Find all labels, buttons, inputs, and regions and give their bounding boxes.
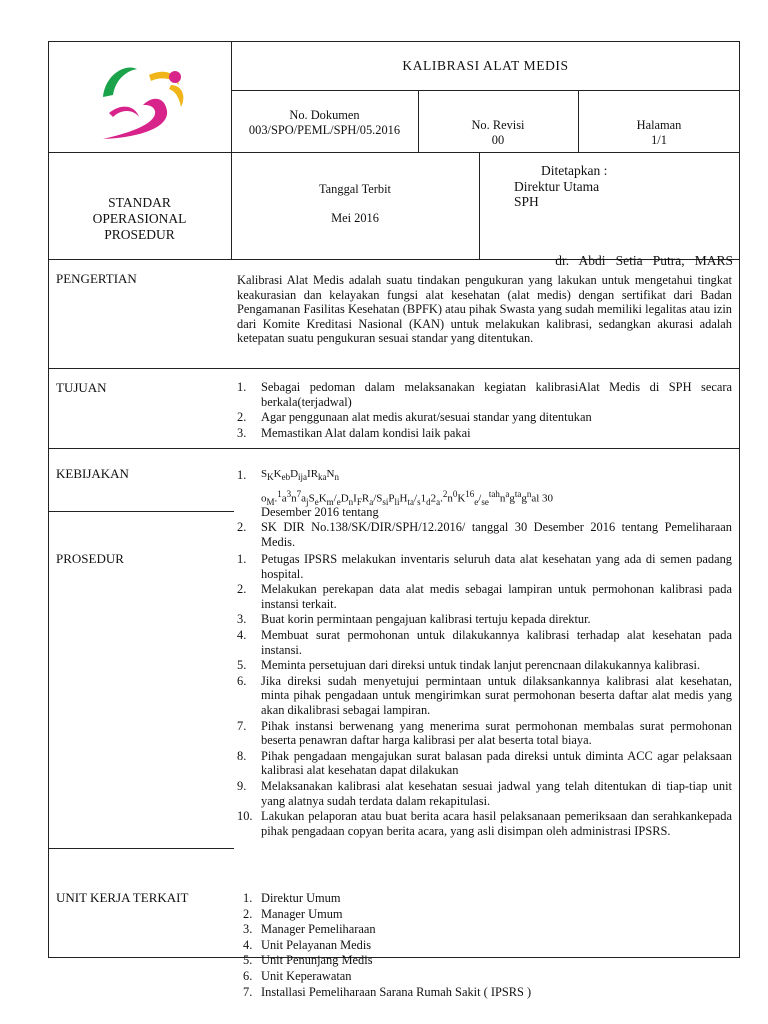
list-item: 3. Buat korin permintaan pengajuan kalibrasi tertuju kepada direktur. <box>237 612 591 627</box>
signer-name: dr. Abdi Setia Putra, MARS <box>555 253 733 268</box>
list-item: 4. Unit Pelayanan Medis <box>243 937 372 952</box>
list-item: 2. Melakukan perekapan data alat medis sebagai lampiran untuk permohonan kalibrasi pada instansi terkait. <box>237 582 732 611</box>
pengertian-text: Kalibrasi Alat Medis adalah suatu tindakan pengukuran yang lakukan untuk mengetahui tingkat keakurasian dan kelayakan fungsi alat kesehatan (alat medis) dengan sertifikat dari Badan Pengamanan Fasilitas Kesehatan (BPFK) atau pihak Swasta yang sudah memiliki legalitas atau izin dari Komite Kreditasi Nasional (KAN) untuk melakukan kalibrasi, sedangkan akurasi adalah ketepatan suatu pengukuran sesuai standar yang ditentukan. <box>237 273 732 346</box>
rs-label: SPH <box>514 194 539 209</box>
list-item: 8. Pihak pengadaan mengajukan surat balasan pada direksi untuk diminta ACC agar pelaksaan kalibrasi alat kesehatan dapat dilakukan <box>237 748 732 778</box>
document-title: KALIBRASI ALAT MEDIS <box>402 58 569 73</box>
prosedur-list <box>237 552 732 838</box>
unit-list <box>243 891 663 999</box>
list-item: 6. Unit Keperawatan <box>243 968 352 983</box>
sop-title-line: OPERASIONAL <box>92 211 187 226</box>
list-item: 6. Jika direksi sudah menyetujui permintaan untuk dilaksankannya kalibrasi alat kesehatan, minta pihak pengadaan untuk mengirimkan surat permohonan beserta daftar alat medis yang akan dikalibrasi sebagai lampiran. <box>237 673 732 717</box>
kebijakan-item-1-number: 1. <box>237 468 247 482</box>
halaman-label: Halaman <box>636 118 682 132</box>
list-item: 3. Memastikan Alat dalam kondisi laik pakai <box>237 425 471 440</box>
tanggal-label: Tanggal Terbit <box>318 182 391 196</box>
list-item: 7. Installasi Pemeliharaan Sarana Rumah Sakit ( IPSRS ) <box>243 984 532 999</box>
list-item: 5. Unit Penunjang Medis <box>243 953 373 968</box>
tujuan-list <box>237 380 732 440</box>
prosedur-label: PROSEDUR <box>56 551 124 566</box>
direktur-label: Direktur Utama <box>514 179 600 194</box>
list-item: 10. Lakukan pelaporan atau buat berita acara hasil pelaksanaan pemeriksaan dan serahkankepada pihak pengadaan copyan berita acara, yang asli disimpan oleh administrasi IPSRS. <box>237 809 732 838</box>
tanggal-value: Mei 2016 <box>331 211 379 225</box>
doc-no-label: No. Dokumen <box>289 108 360 122</box>
revisi-value: 00 <box>491 133 505 147</box>
sop-title <box>48 195 231 243</box>
list-item: 1. Sebagai pedoman dalam melaksanakan kegiatan kalibrasiAlat Medis di SPH secara berkala(terjadwal) <box>237 380 732 409</box>
kebijakan-item-1-line3: Desember 2016 tentang <box>261 505 379 519</box>
kebijakan-list <box>237 520 732 549</box>
kebijakan-item-1-garbled-line1: $S_KK_{eb}D_{ija}IR_{ka}N_n$ <box>261 468 339 483</box>
kebijakan-label: KEBIJAKAN <box>56 466 129 481</box>
list-item: 2. SK DIR No.138/SK/DIR/SPH/12.2016/ tanggal 30 Desember 2016 tentang Pemeliharaan Medis. <box>237 520 732 549</box>
hospital-logo <box>95 55 190 140</box>
list-item: 7. Pihak instansi berwenang yang menerima surat permohonan membalas surat permohonan beserta penawran daftar harga kalibrasi per alat beserta total biaya. <box>237 718 732 748</box>
kebijakan-item-1-garbled-line2: $o_M.^1a^3n^7a_jS_eK_m/_eD_nI_FR_a/S_{si}P_{li}H_{ta}/_s1_d2_a.^2n^0K^{16}_e/_{se}^{tah}n^ag^{ta}g^nal$ 30 <box>261 489 554 507</box>
halaman-value: 1/1 <box>651 133 667 147</box>
list-item: 2. Manager Umum <box>243 906 343 921</box>
list-item: 2. Agar penggunaan alat medis akurat/sesuai standar yang ditentukan <box>237 410 592 425</box>
list-item: 1. Petugas IPSRS melakukan inventaris seluruh data alat kesehatan yang ada di semen padang hospital. <box>237 552 732 581</box>
ditetapkan-label: Ditetapkan : <box>541 163 608 178</box>
tujuan-label: TUJUAN <box>56 380 107 395</box>
revisi-label: No. Revisi <box>471 118 525 132</box>
sop-title-line: STANDAR <box>108 195 171 210</box>
list-item: 3. Manager Pemeliharaan <box>243 922 376 937</box>
sop-title-line: PROSEDUR <box>104 227 175 242</box>
list-item: 4. Membuat surat permohonan untuk dilakukannya kalibrasi terhadap alat kesehatan pada instansi. <box>237 627 732 657</box>
list-item: 5. Meminta persetujuan dari direksi untuk tindak lanjut perencnaan dilakukannya kalibrasi. <box>237 658 701 673</box>
list-item: 9. Melaksanakan kalibrasi alat kesehatan sesuai jadwal yang telah ditentukan di tiap-tiap unit yang alatnya sudah terdata dalam rekapitulasi. <box>237 778 732 808</box>
pengertian-label: PENGERTIAN <box>56 271 137 286</box>
doc-no-value: 003/SPO/PEML/SPH/05.2016 <box>248 123 401 137</box>
unit-label: UNIT KERJA TERKAIT <box>56 890 189 905</box>
list-item: 1. Direktur Umum <box>243 891 341 905</box>
